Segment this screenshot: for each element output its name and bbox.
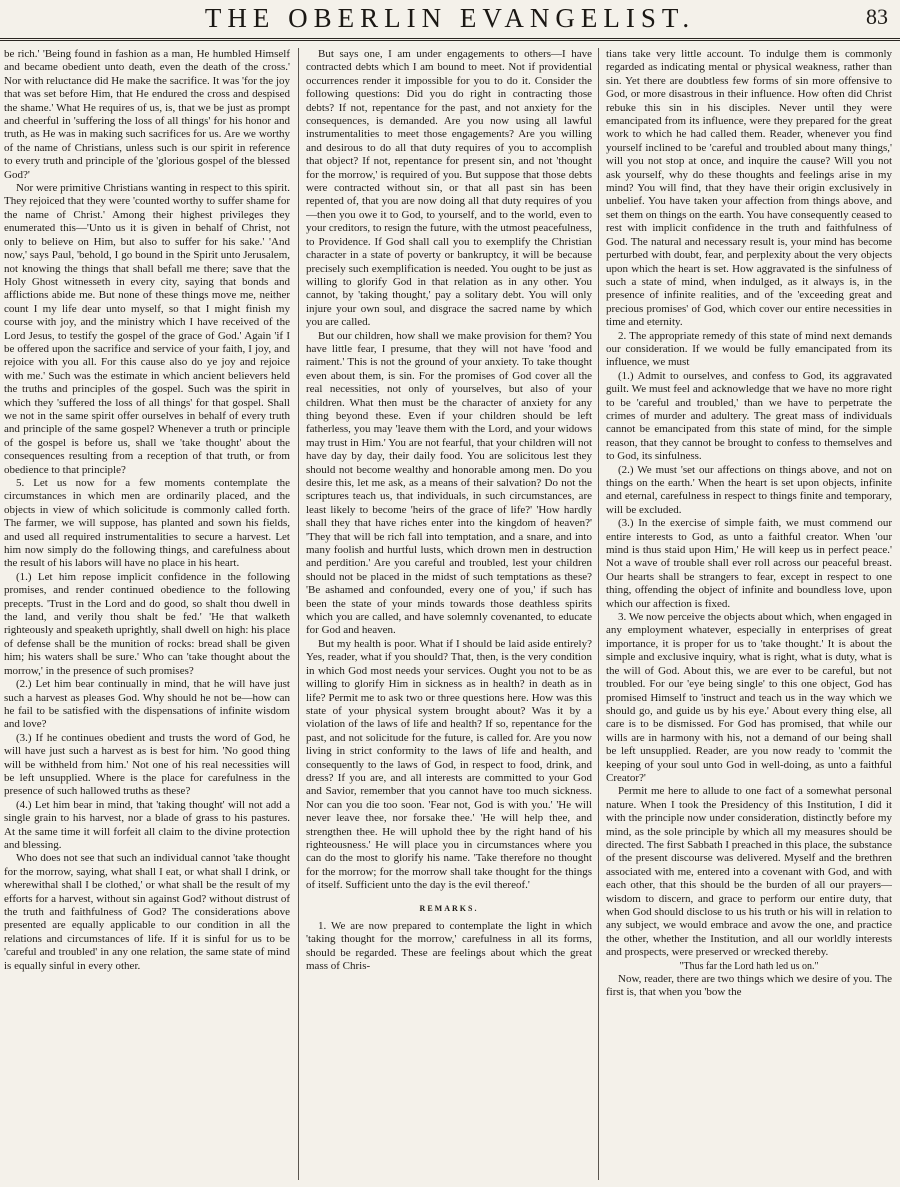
column-rule — [598, 48, 599, 1180]
paragraph: But says one, I am under engagements to others—I have contracted debts which I am bound to meet. Not if providential occurrences render it impossible for you to do it. Consider the following questions: Did you do right in contracting those debts? If not, repentance for the past, and not anxiety for the consequences, is demanded. Are you now using all lawful instrumentalities to meet those engagements? Are you willing and desirous to do all that duty requires of you to accomplish that object? If not, repentance for present sin, and not 'thought for the morrow,' is required of you. But suppose that those debts were contracted without sin, or that all past sin has been repented of, that you are now doing all that duty requires of you—then you owe it to God, to yourself, and to the world, even to your creditors, to resign the future, with the utmost peacefulness, to Providence. If God shall call you to exemplify the Christian character in a state of poverty or bankruptcy, it will be because precisely such exemplification is needed. You ought to be just as willing to glorify God in that relation as in any other. You cannot, by 'taking thought,' pay a solitary debt. You will only injure your own soul, and disgrace the sacred name by which you are called. — [306, 48, 592, 329]
masthead-title: THE OBERLIN EVANGELIST. — [204, 3, 696, 33]
paragraph: 1. We are now prepared to contemplate the light in which 'taking thought for the morrow,' carefulness in all its forms, should be regarded. These are feelings about which the great mass of Chris- — [306, 920, 592, 973]
paragraph: (1.) Admit to ourselves, and confess to God, its aggravated guilt. We must feel and acknowledge that we have no more right to be 'careful and troubled,' than we have to perpetrate the crimes of murder and adultery. The great mass of individuals cannot be emancipated from this state of mind, for the simple reason, that they cannot be brought to confess to themselves and to God, its sinfulness. — [606, 369, 892, 463]
column-1 — [4, 48, 290, 1182]
paragraph: But our children, how shall we make provision for them? You have little fear, I presume, that they will not have 'food and raiment.' This is not the ground of your anxiety. To take thought even about them, is sin. For the promises of God cover all the real necessities, not only of yourselves, but also of your children. What then must be the character of anxiety for any thing beyond these. Even if your children should be left fatherless, you may 'leave them with the Lord, and your widows may trust in Him.' You are not fearful, that your children will not have day by day, their daily food. You are solicitous lest they should not become wealthy and honorable among men. Do you desire this, let me ask, as a means of their salvation? Do not the scriptures teach us, that individuals, in such circumstances, are least likely to become 'heirs of the grace of life?' 'How hardly shall they that have riches enter into the kingdom of heaven?' 'They that will be rich fall into temptation, and a snare, and into many foolish and hurtful lusts, which drown men in destruction and perdition.' Are you careful and troubled, lest your children should not be placed in the midst of such temptations as these? 'Be ashamed and confounded, every one of you,' if such has been the state of your minds towards those deathless spirits which you are called, and have solemnly covenanted, to educate for God and heaven. — [306, 329, 592, 637]
paragraph: Nor were primitive Christians wanting in respect to this spirit. They rejoiced that they were 'counted worthy to suffer shame for the name of Christ.' Among their highest privileges they enumerated this—'Unto us it is given in behalf of Christ, not only to believe on Him, but also to suffer for his sake.' 'And now,' says Paul, 'behold, I go bound in the Spirit unto Jerusalem, not knowing the things that shall befall me there; save that the Holy Ghost witnesseth in every city, saying that bonds and afflictions abide me. But none of these things move me, neither count I my life dear unto myself, so that I might finish my course with joy, and the ministry which I have received of the Lord Jesus, to testify the gospel of the grace of God.' Again 'if I be offered upon the sacrifice and service of your faith, I joy, and rejoice with you all. For this cause also do ye joy and rejoice with me.' Such was the estimate in which ancient believers held the truths and principles of the gospel. Such was the spirit in which they 'suffered the loss of all things' for that gospel. Shall we not in the same spirit offer ourselves in behalf of every truth and principle of the same gospel? Whenever a truth or principle of the gospel is before us, shall we 'take thought' about the consequences resulting from a reception of that truth, or from obedience to that principle? — [4, 182, 290, 476]
remarks-heading: REMARKS. — [419, 903, 479, 913]
paragraph: (2.) Let him bear continually in mind, that he will have just such a harvest as pleases God. Why should he not be—how can he fail to be satisfied with the dispensations of infinite wisdom and love? — [4, 678, 290, 731]
paragraph: (3.) If he continues obedient and trusts the word of God, he will have just such a harvest as is best for him. 'No good thing will be withheld from him.' Not one of his real necessities will be left unsupplied. Where is the place for carefulness in the presence of such hallowed truths as these? — [4, 731, 290, 798]
paragraph: tians take very little account. To indulge them is commonly regarded as indicating mental or physical weakness, rather than sin. Yet there are doubtless few forms of sin more offensive to God, or more disastrous in their influence. How often did Christ rebuke this sin in his disciples. Never until they were emancipated from its influence, were they prepared for the great work to which he had called them. Reader, whenever you find yourself inclined to be 'careful and troubled about many things,' will you not stop at once, and inquire the cause? Will you not ask yourself, why do these thoughts and feelings arise in my mind? You will find, that they have their origin exclusively in unbelief. You have taken your affection from things above, and set them on things on the earth. You have consequently ceased to rest with implicit confidence in the truth and faithfulness of God. The natural and necessary result is, your mind has become perturbed with doubt, fear, and perplexity about the very objects upon which the heart is set. How aggravated is the sinfulness of such a state of mind, when indulged, as it always is, in the presence of infinite realities, and of the 'exceeding great and precious promises' of God, which cover our entire necessities in time and eternity. — [606, 48, 892, 329]
masthead — [0, 0, 900, 41]
column-rule — [298, 48, 299, 1180]
paragraph: (3.) In the exercise of simple faith, we must commend our entire interests to God, as unto a faithful creator. When 'our mind is thus staid upon Him,' He will keep us in perfect peace.' Not a wave of trouble shall ever roll across our peaceful breast. Our hearts shall be strangers to fear, except in respect to one thing, offending the object of infinite and boundless love, upon which our affection is fixed. — [606, 517, 892, 610]
paragraph: 5. Let us now for a few moments contemplate the circumstances in which men are ordinarily placed, and the objects in view of which solicitude is commonly called forth. The farmer, we will suppose, has planted and sown his fields, and used all required instrumentalities to secure a harvest. Let him now simply do the following things, and carefulness about the result of his labors will have no place in his heart. — [4, 477, 290, 570]
paragraph: (4.) Let him bear in mind, that 'taking thought' will not add a single grain to his harvest, nor a blade of grass to his pastures. At the same time it will forfeit all claim to the divine protection and blessing. — [4, 798, 290, 851]
paragraph: 2. The appropriate remedy of this state of mind next demands our consideration. If we would be fully emancipated from its influence, we must — [606, 329, 892, 369]
paragraph: 3. We now perceive the objects about which, when engaged in any employment whatever, especially in enterprises of great importance, it is proper for us to 'take thought.' It is about the simple and exclusive inquiry, what is right, what is duty, what is the will of God. About this, we are ever to be careful, but not troubled. For our 'eye being single' to this one object, God has promised Himself to 'instruct and teach us in the way which we should go, and guide us by his eye.' About every thing else, all care is to be dismissed. For God has promised, that while our wills are in harmony with his, not a demand of our being shall be left unsupplied. Reader, are you now ready to 'commit the keeping of your soul unto God in well-doing, as unto a faithful Creator?' — [606, 611, 892, 784]
paragraph: (2.) We must 'set our affections on things above, and not on things on the earth.' When the heart is set upon objects, infinite and eternal, carefulness in respect to things finite and temporary, will be excluded. — [606, 463, 892, 516]
page-number: 83 — [866, 4, 888, 29]
paragraph: Permit me here to allude to one fact of a somewhat personal nature. When I took the Presidency of this Institution, I did it with the principle now under consideration, distinctly before my mind, as the sole principle by which all my measures should be directed. The first Sabbath I preached in this place, the substance of the present discourse was delivered. Myself and the brethren associated with me, entered into a covenant with God, and with each other, that this should be the burden of all our prayers—wisdom to discern, and grace to perform our entire duty, that when God should disclose to us his truth or his will in relation to any subject, we would embrace and avow the one, and practice the other, whether the Institution, and all our worldly interests and prospects, were preserved or wrecked thereby. — [606, 785, 892, 959]
paragraph: But my health is poor. What if I should be laid aside entirely? Yes, reader, what if you should? That, then, is the very condition in which God most needs your services. Ought you not to be as willing to glorify Him in sickness as in health? in death as in life? Permit me to ask two or three questions here. How was this state of your physical system brought about? Was it by a violation of the laws of life and health? If so, repentance for the past, and not solicitude for the future, is called for. Are you now living in strict conformity to the laws of life and health, and consequently to the laws of God, in respect to food, drink, and dress? If you are, and all interests are committed to your God and Savior, remember that you cannot have too much sickness. Nor can you die too soon. 'Fear not, God is with you.' 'He will never leave thee, nor forsake thee.' 'He will help thee, and strengthen thee. He will uphold thee by the right hand of his righteousness.' He will place you in circumstances where you can do the most to glorify his name. 'Take therefore no thought for the morrow; for the morrow shall take thought for the things of itself. Sufficient unto the day is the evil thereof.' — [306, 637, 592, 892]
paragraph: (1.) Let him repose implicit confidence in the following promises, and render continued obedience to the following precepts. 'Trust in the Lord and do good, so shalt thou dwell in the land, and verily thou shalt be fed.' 'He that walketh righteously and speaketh uprightly, shall dwell on high: his place of defense shall be the munition of rocks: bread shall be given him; his waters shall be sure.' Who can 'take thought about the morrow,' in the presence of such promises? — [4, 570, 290, 677]
paragraph: be rich.' 'Being found in fashion as a man, He humbled Himself and became obedient unto death, even the death of the cross.' Nor with reluctance did He make the sacrifice. It was 'for the joy that was set before Him, that He endured the cross and despised the shame.' What He requires of us, is, that we be just as prompt and cheerful in 'suffering the loss of all things' for his honor and truth, as He was in making such sacrifices for us. Are we worthy of the name of Christians, unless such is our spirit in reference to every truth and principle of the 'glorious gospel of the blessed God?' — [4, 48, 290, 181]
paragraph: Now, reader, there are two things which we desire of you. The first is, that when you 'bow the — [606, 973, 892, 999]
quote-line: "Thus far the Lord hath led us on." — [679, 960, 819, 972]
column-3 — [606, 48, 892, 1182]
paragraph: Who does not see that such an individual cannot 'take thought for the morrow, saying, what shall I eat, or what shall I drink, or wherewithal shall I be clothed,' or what shall be the result of my efforts for a harvest, without sin against God? without distrust of the truth and faithfulness of God? The considerations above presented are equally applicable to our condition in all the relations and circumstances of life. If it is sinful for us to be 'careful and troubled' in any one relation, the same state of mind is equally sinful in every other. — [4, 852, 290, 972]
column-2 — [306, 48, 592, 1182]
